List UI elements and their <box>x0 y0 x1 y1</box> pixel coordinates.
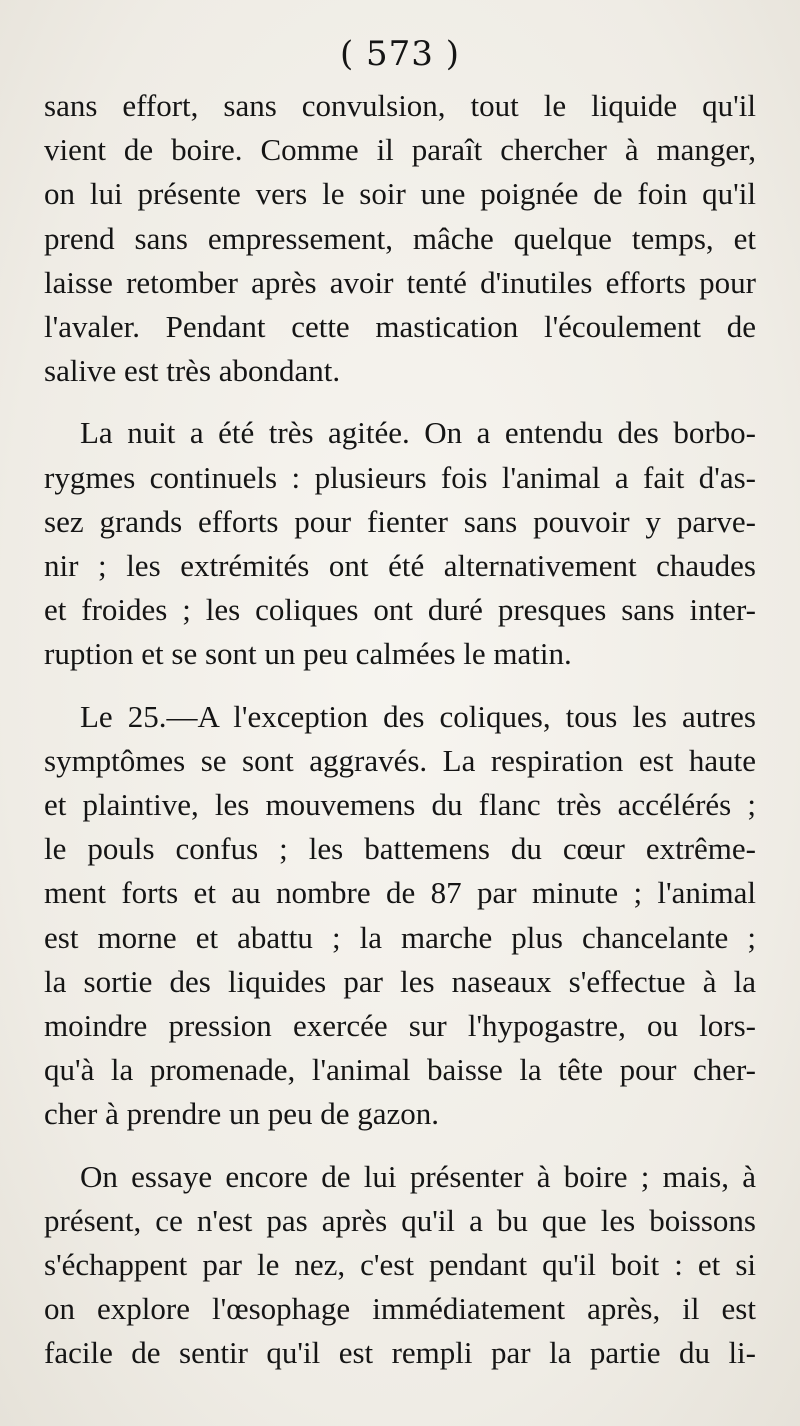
text-line: moindre pression exercée sur l'hypogastre, ou lors- <box>44 1008 756 1044</box>
text-line: sez grands efforts pour fienter sans pouvoir y parve- <box>44 503 756 539</box>
text-line: le pouls confus ; les battemens du cœur extrême- <box>44 831 756 867</box>
text-line: ruption et se sont un peu calmées le matin. <box>44 636 572 672</box>
text-line: est morne et abattu ; la marche plus chancelante ; <box>44 919 756 955</box>
text-line: prend sans empressement, mâche quelque temps, et <box>44 220 756 256</box>
text-line: On essaye encore de lui présenter à boire ; mais, à <box>80 1158 756 1194</box>
text-line: nir ; les extrémités ont été alternativement chaudes <box>44 548 756 584</box>
text-line: ment forts et au nombre de 87 par minute ; l'animal <box>44 875 756 911</box>
text-line: l'avaler. Pendant cette mastication l'écoulement de <box>44 309 756 345</box>
text-line: et plaintive, les mouvemens du flanc très accélérés ; <box>44 787 756 823</box>
text-line: facile de sentir qu'il est rempli par la partie du li- <box>44 1335 756 1371</box>
text-line: cher à prendre un peu de gazon. <box>44 1096 440 1132</box>
paragraph <box>44 411 756 676</box>
text-line: salive est très abondant. <box>44 353 341 389</box>
text-line: sans effort, sans convulsion, tout le liquide qu'il <box>44 88 756 123</box>
text-line: la sortie des liquides par les naseaux s'effectue à la <box>44 963 756 999</box>
text-line: on lui présente vers le soir une poignée de foin qu'il <box>44 176 756 212</box>
paragraph <box>44 1155 756 1376</box>
text-line: on explore l'œsophage immédiatement après, il est <box>44 1291 756 1327</box>
text-line: s'échappent par le nez, c'est pendant qu'il boit : et si <box>44 1247 756 1283</box>
text-line: qu'à la promenade, l'animal baisse la tête pour cher- <box>44 1052 756 1088</box>
text-line: vient de boire. Comme il paraît chercher à manger, <box>44 132 756 168</box>
text-line: symptômes se sont aggravés. La respiration est haute <box>44 742 756 778</box>
paragraph <box>44 695 756 1137</box>
body-text <box>44 84 756 1376</box>
page-number: ( 573 ) <box>339 34 461 74</box>
text-line: présent, ce n'est pas après qu'il a bu que les boissons <box>44 1202 756 1238</box>
text-line: La nuit a été très agitée. On a entendu des borbo- <box>80 415 756 451</box>
text-line: Le 25.—A l'exception des coliques, tous les autres <box>80 698 756 734</box>
text-line: et froides ; les coliques ont duré presques sans inter- <box>44 592 756 628</box>
paragraph <box>44 84 756 393</box>
text-line: laisse retomber après avoir tenté d'inutiles efforts pour <box>44 264 756 300</box>
text-line: rygmes continuels : plusieurs fois l'animal a fait d'as- <box>44 459 756 495</box>
